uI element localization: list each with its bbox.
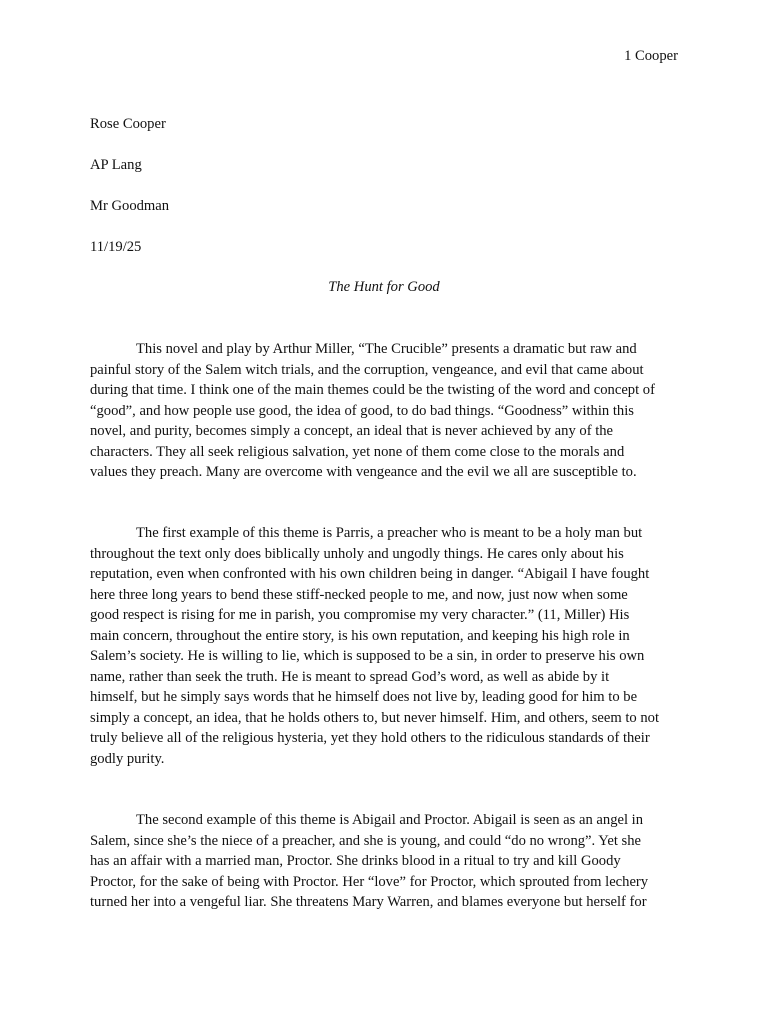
paragraph-line: The first example of this theme is Parris, a preacher who is meant to be a holy man but [136,525,643,541]
paragraph-line: main concern, throughout the entire story, is his own reputation, and keeping his high role in [90,627,630,644]
paragraph-line: characters. They all seek religious salvation, yet none of them come close to the morals and [90,443,625,460]
paragraph-line: The second example of this theme is Abigail and Proctor. Abigail is seen as an angel in [136,812,644,828]
paragraph-1 [90,339,690,483]
paragraph-line: This novel and play by Arthur Miller, “The Crucible” presents a dramatic but raw and [136,341,637,357]
paragraph-line: truly believe all of the religious hysteria, yet they hold others to the ridiculous standards of their [90,730,650,746]
date: 11/19/25 [90,239,142,255]
paragraph-line: has an affair with a married man, Proctor. She drinks blood in a ritual to try and kill Goody [90,853,621,869]
paragraph-line: godly purity. [90,750,165,767]
paragraph-line: name, rather than seek the truth. He is meant to spread God’s word, as well as abide by it [90,668,610,685]
paragraph-line: here three long years to bend these stiff-necked people to me, and now, just now when some [90,586,628,603]
paragraph-line: turned her into a vengeful liar. She threatens Mary Warren, and blames everyone but herself for [90,894,647,910]
paragraph-2 [90,523,690,769]
paragraph-line: Salem’s society. He is willing to lie, which is supposed to be a sin, in order to preserve his own [90,648,645,664]
paragraph-line: simply a concept, an idea, that he holds others to, but never himself. Him, and others, seem to not [90,709,660,726]
paragraph-3 [90,810,690,913]
paragraph-line: values they preach. Many are overcome with vengeance and the evil we all are susceptible to. [90,464,637,480]
paragraph-line: Proctor, for the sake of being with Proctor. Her “love” for Proctor, which sprouted from lechery [90,873,649,890]
paragraph-line: Salem, since she’s the niece of a preacher, and she is young, and could “do no wrong”. Yet she [90,832,641,849]
paragraph-line: reputation, even when confronted with his own children being in danger. “Abigail I have fought [90,566,650,582]
running-head: 1 Cooper [624,48,678,64]
paragraph-line: during that time. I think one of the main themes could be the twisting of the word and concept of [90,382,655,398]
essay-title: The Hunt for Good [328,279,440,295]
teacher-name: Mr Goodman [90,198,170,214]
paragraph-line: novel, and purity, becomes simply a concept, an ideal that is never achieved by any of the [90,423,614,439]
course-name: AP Lang [90,157,142,173]
paragraph-line: painful story of the Salem witch trials, and the corruption, vengeance, and evil that came about [90,361,644,378]
author-name: Rose Cooper [90,116,166,132]
paragraph-line: himself, but he simply says words that he himself does not live by, leading good for him to be [90,689,638,705]
paragraph-line: good respect is rising for me in parish, you compromise my very character.” (11, Miller) His [90,607,630,623]
paragraph-line: “good”, and how people use good, the idea of good, to do bad things. “Goodness” within this [90,402,634,419]
paragraph-line: throughout the text only does biblically unholy and ungodly things. He cares only about his [90,545,624,562]
